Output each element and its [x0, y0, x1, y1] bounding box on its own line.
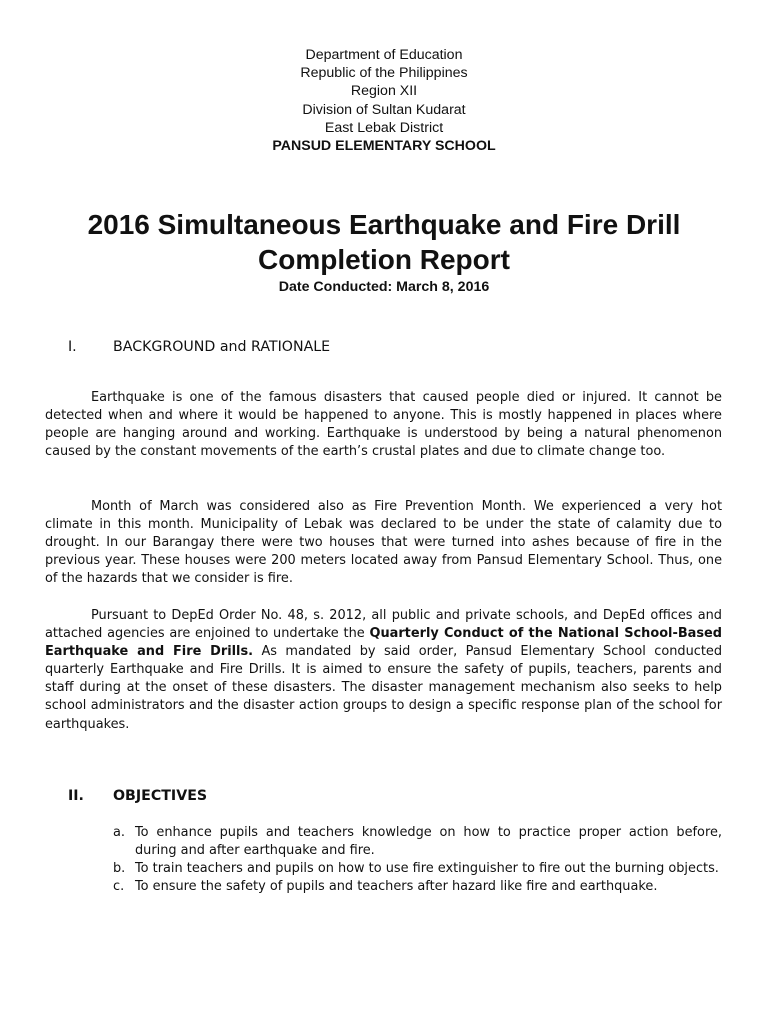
paragraph-text: Pursuant to DepEd Order No. 48, s. 2012, all public and private schools, and DepEd offices and attached agencies are enjoined to undertake the [45, 608, 722, 642]
section-heading-background [68, 339, 330, 355]
section-label: OBJECTIVES [113, 788, 208, 804]
paragraph-text: As mandated by said order, Pansud Elementary School conducted quarterly Earthquake and Fire Drills. It is aimed to ensure the safety of pupils, teachers, parents and staff during at the onset of these disasters. The disaster management mechanism also seeks to help school administrators and the disaster action groups to design a specific response plan of the school for earthquakes. [45, 644, 722, 732]
section-number: I. [68, 339, 77, 355]
list-item [113, 878, 722, 896]
report-title-line-2: Completion Report [258, 244, 510, 275]
letterhead-line-republic: Republic of the Philippines [300, 65, 468, 82]
list-item [113, 824, 722, 860]
list-item-text: To enhance pupils and teachers knowledge on how to practice proper action before, during and after earthquake and fire. [135, 825, 722, 859]
letterhead-line-department: Department of Education [305, 47, 463, 63]
list-marker: c. [113, 879, 125, 895]
date-conducted: Date Conducted: March 8, 2016 [278, 279, 490, 295]
list-item-text: To ensure the safety of pupils and teachers after hazard like fire and earthquake. [135, 879, 658, 895]
objectives-list [113, 824, 722, 896]
list-item-text: To train teachers and pupils on how to use fire extinguisher to fire out the burning objects. [135, 861, 719, 877]
list-item [113, 860, 722, 878]
background-paragraph-fire: Month of March was considered also as Fire Prevention Month. We experienced a very hot climate in this month. Municipality of Lebak was declared to be under the state of calamity due to drought. In our Barangay there were two houses that were turned into ashes because of fire in the previous year. These houses were 200 meters located away from Pansud Elementary School. Thus, one of the hazards that we consider is fire. [45, 499, 722, 587]
section-number: II. [68, 788, 84, 804]
list-marker: a. [113, 825, 125, 840]
letterhead [0, 46, 768, 155]
letterhead-line-district: East Lebak District [324, 119, 444, 136]
background-paragraph-earthquake: Earthquake is one of the famous disasters that caused people died or injured. It cannot be detected when and where it would be happened to anyone. This is mostly happened in places where people are hanging around and working. Earthquake is understood by being a natural phenomenon caused by the constant movements of the earth’s crustal plates and due to climate change too. [45, 390, 722, 460]
letterhead-line-division: Division of Sultan Kudarat [302, 101, 466, 118]
paragraph-bold-text: Quarterly Conduct of the National School-Based Earthquake and Fire Drills. [45, 626, 722, 660]
section-label: BACKGROUND and RATIONALE [113, 339, 331, 355]
school-name: PANSUD ELEMENTARY SCHOOL [272, 138, 496, 155]
list-marker: b. [113, 861, 126, 877]
report-title [0, 207, 768, 277]
report-title-line-1: 2016 Simultaneous Earthquake and Fire Drill [87, 209, 681, 240]
section-heading-objectives [68, 788, 207, 804]
background-paragraph-deped-order [45, 607, 722, 734]
letterhead-line-region: Region XII [350, 83, 418, 100]
